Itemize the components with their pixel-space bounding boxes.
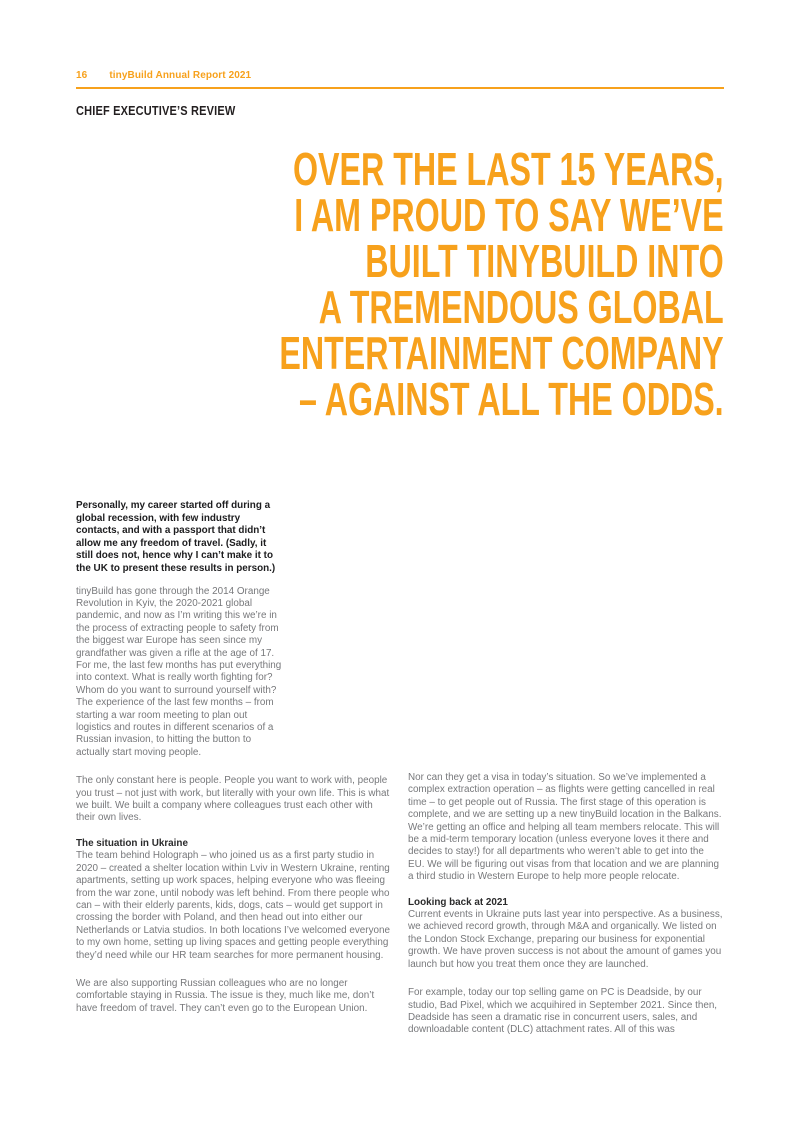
report-title: tinyBuild Annual Report 2021 [109, 70, 252, 81]
header-rule [76, 87, 724, 89]
intro-paragraph: Personally, my career started off during a global recession, with few industry contacts, and with a passport that didn’t allow me any freedom of travel. (Sadly, it still does not, hence why I can’t make it to the UK to present these results in person.) [76, 500, 276, 574]
left-column [76, 500, 391, 1049]
subheading-situation-ukraine: The situation in Ukraine [76, 837, 188, 849]
body-columns [76, 500, 724, 1049]
headline [279, 143, 724, 425]
section-title [76, 104, 257, 118]
headline-line: ENTERTAINMENT COMPANY [279, 327, 724, 379]
headline-line: I AM PROUD TO SAY WE’VE [294, 189, 724, 241]
paragraph: Nor can they get a visa in today’s situation. So we’ve implemented a complex extraction operation – as flights were getting cancelled in real time – to get people out of Russia. The first stage of this operation is complete, and we are setting up a new tinyBuild location in the Balkans. We’re getting an office and helping all team members relocate. This will be a mid-term temporary location (unless everyone loves it there and decides to stay!) for all departments who weren’t able to get into the EU. We will be figuring out visas from that location and we are planning a third studio in Western Europe to help more people relocate. [408, 772, 722, 883]
page-number: 16 [76, 70, 88, 81]
subheading-looking-back: Looking back at 2021 [408, 896, 508, 908]
headline-line: BUILT TINYBUILD INTO [365, 235, 724, 287]
paragraph: The team behind Holograph – who joined us as a first party studio in 2020 – created a shelter location within Lviv in Western Ukraine, renting apartments, setting up work spaces, helping everyone who was fleeing from the war zone, until nobody was left behind. From there people who can – with their elderly parents, kids, dogs, cats – would get support in crossing the border with Poland, and then head out into either our Netherlands or Latvia studios. In both locations I’ve welcomed everyone to my own home, setting up living spaces and getting people everything they’d need while our HR team searches for more permanent housing. [76, 850, 390, 961]
page-header [76, 70, 251, 81]
paragraph: The only constant here is people. People you want to work with, people you trust – not just with work, but literally with your own life. This is what we built. We built a company where colleagues trust each other with their own lives. [76, 775, 390, 824]
headline-line: A TREMENDOUS GLOBAL [319, 281, 724, 333]
paragraph: Current events in Ukraine puts last year into perspective. As a business, we achieved record growth, through M&A and organically. We listed on the London Stock Exchange, preparing our business for exponential growth. We have proven success is not about the amount of games you launch but how you treat them once they are launched. [408, 909, 723, 970]
paragraph: We are also supporting Russian colleagues who are no longer comfortable staying in Russia. The issue is they, much like me, don’t have freedom of travel. They can’t even go to the European Union. [76, 977, 375, 1014]
section-title-text: CHIEF EXECUTIVE’S REVIEW [76, 104, 236, 118]
headline-line: – AGAINST ALL THE ODDS. [299, 373, 724, 425]
right-column [408, 500, 723, 1049]
paragraph: For example, today our top selling game on PC is Deadside, by our studio, Bad Pixel, which we acquihired in September 2021. Since then, Deadside has seen a dramatic rise in concurrent users, sales, and downloadable content (DLC) attachment rates. All of this was [408, 987, 718, 1036]
headline-line: OVER THE LAST 15 YEARS, [293, 143, 724, 195]
paragraph: tinyBuild has gone through the 2014 Orange Revolution in Kyiv, the 2020-2021 global pandemic, and now as I’m writing this we’re in the process of extracting people to safety from the biggest war Europe has seen since my grandfather was given a rifle at the age of 17. For me, the last few months has put everything into context. What is really worth fighting for? Whom do you want to surround yourself with? The experience of the last few months – from starting a war room meeting to plan out logistics and routes in different scenarios of a Russian invasion, to hitting the button to actually start moving people. [76, 585, 282, 758]
